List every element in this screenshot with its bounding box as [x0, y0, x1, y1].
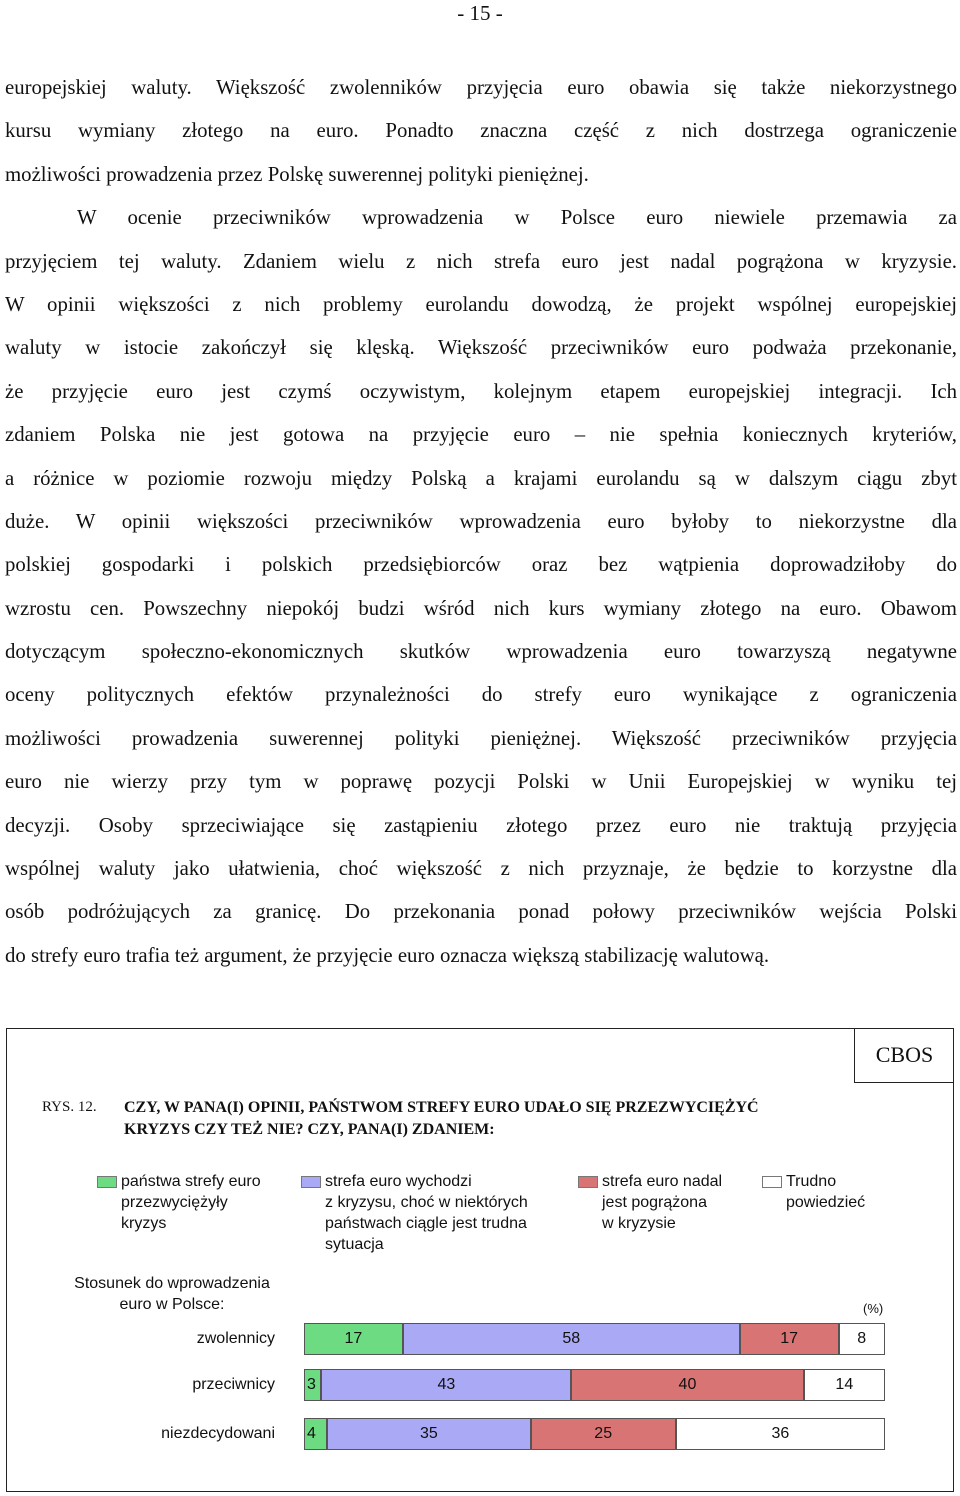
bar-segment	[740, 1323, 839, 1355]
bar-value-label: 25	[594, 1425, 613, 1442]
question-line-1: CZY, W PANA(I) OPINII, PAŃSTWOM STREFY EURO UDAŁO SIĘ PRZEZWYCIĘŻYĆ	[124, 1099, 759, 1116]
category-label: niezdecydowani	[161, 1425, 275, 1442]
text-line: możliwości prowadzenia przez Polskę suwerennej polityki pieniężnej.	[5, 162, 589, 186]
rows-header-line-1: Stosunek do wprowadzenia	[74, 1275, 270, 1292]
text-line: dotyczącym społeczno-ekonomicznych skutków wprowadzenia euro towarzyszą negatywne	[5, 640, 957, 664]
bar-segment	[571, 1369, 803, 1401]
text-line: zdaniem Polska nie jest gotowa na przyjęcie euro – nie spełnia koniecznych kryteriów,	[5, 423, 957, 447]
bar-segment	[676, 1418, 885, 1450]
legend-label-line: w kryzysie	[602, 1215, 676, 1232]
category-label: zwolennicy	[196, 1330, 275, 1347]
text-line: euro nie wierzy przy tym w poprawę pozycji Polski w Unii Europejskiej w wyniku tej	[5, 770, 957, 794]
legend-label-line: Trudno	[786, 1173, 837, 1190]
bar-segment	[839, 1323, 885, 1355]
bar-value-label: 3	[307, 1376, 316, 1393]
text-line: możliwości prowadzenia suwerennej polityki pieniężnej. Większość przeciwników przyjęcia	[5, 726, 957, 750]
bar-segment	[304, 1418, 327, 1450]
legend-label-line: strefa euro wychodzi	[325, 1173, 472, 1190]
unit-label: (%)	[863, 1301, 884, 1316]
bar-segment	[321, 1369, 571, 1401]
bar-segment	[403, 1323, 740, 1355]
bar-value-label: 58	[562, 1330, 581, 1347]
legend-label-line: jest pogrążona	[602, 1194, 707, 1211]
text-line: duże. W opinii większości przeciwników wprowadzenia euro byłoby to niekorzystne dla	[5, 509, 957, 533]
legend-label-line: z kryzysu, choć w niektórych	[325, 1194, 528, 1211]
text-line: W ocenie przeciwników wprowadzenia w Polsce euro niewiele przemawia za	[77, 206, 957, 230]
text-line: kursu wymiany złotego na euro. Ponadto znaczna część z nich dostrzega ograniczenie	[5, 119, 957, 143]
bar-value-label: 8	[857, 1330, 867, 1347]
legend-label-line: kryzys	[121, 1215, 167, 1232]
legend-label-line: strefa euro nadal	[602, 1173, 723, 1190]
text-line: wzrostu cen. Powszechny niepokój budzi wśród nich kurs wymiany złotego na euro. Obawom	[5, 596, 957, 620]
text-line: oceny politycznych efektów przynależności do strefy euro wynikające z ograniczenia	[5, 683, 957, 707]
text-line: decyzji. Osoby sprzeciwiające się zastąpieniu złotego przez euro nie traktują przyjęcia	[5, 813, 957, 837]
text-line: że przyjęcie euro jest czymś oczywistym, kolejnym etapem europejskiej integracji. Ich	[5, 379, 957, 403]
bar-value-label: 17	[780, 1330, 799, 1347]
bar-value-label: 36	[771, 1425, 790, 1442]
bar-segment	[804, 1369, 885, 1401]
bar-segment	[531, 1418, 676, 1450]
page-number: - 15 -	[457, 1, 503, 25]
category-label: przeciwnicy	[192, 1376, 275, 1393]
rows-header-line-2: euro w Polsce:	[119, 1296, 225, 1313]
legend-label-line: przezwyciężyły	[121, 1194, 228, 1211]
text-line: a różnice w poziomie rozwoju między Polską a krajami eurolandu są w dalszym ciągu zbyt	[5, 466, 957, 490]
bar-value-label: 43	[437, 1376, 456, 1393]
bar-value-label: 14	[835, 1376, 854, 1393]
text-line: polskiej gospodarki i polskich przedsiębiorców oraz bez wątpienia doprowadziłoby do	[5, 553, 957, 577]
text-line: przyjęciem tej waluty. Zdaniem wielu z nich strefa euro jest nadal pogrążona w kryzysie.	[5, 249, 957, 273]
bar-value-label: 4	[307, 1425, 316, 1442]
bar-value-label: 40	[678, 1376, 697, 1393]
source-label: CBOS	[854, 1029, 954, 1083]
legend-label-line: państwach ciągle jest trudna	[325, 1215, 527, 1232]
bar-value-label: 17	[344, 1330, 363, 1347]
stacked-bar-chart	[7, 1029, 955, 1493]
text-line: osób podróżujących za granicę. Do przekonania ponad połowy przeciwników wejścia Polski	[5, 900, 957, 924]
text-line: do strefy euro trafia też argument, że przyjęcie euro oznacza większą stabilizację walutową.	[5, 943, 770, 967]
figure-number: RYS. 12.	[42, 1099, 97, 1115]
legend-label-line: sytuacja	[325, 1236, 384, 1253]
text-line: W opinii większości z nich problemy eurolandu dowodzą, że projekt wspólnej europejskiej	[5, 292, 957, 316]
bar-segment	[327, 1418, 530, 1450]
text-line: europejskiej waluty. Większość zwolenników przyjęcia euro obawia się także niekorzystnego	[5, 76, 957, 99]
bar-value-label: 35	[420, 1425, 438, 1442]
body-text	[5, 66, 957, 977]
bar-segment	[304, 1323, 403, 1355]
legend-label-line: powiedzieć	[786, 1194, 866, 1211]
text-line: waluty w istocie zakończył się klęską. Większość przeciwników euro podważa przekonanie,	[5, 336, 957, 360]
text-line: wspólnej waluty jako ułatwienia, choć większość z nich przyznaje, że będzie to korzystne dla	[5, 857, 957, 881]
bar-segment	[304, 1369, 321, 1401]
question-line-2: KRYZYS CZY TEŻ NIE? CZY, PANA(I) ZDANIEM:	[124, 1121, 495, 1138]
figure-box	[6, 1028, 954, 1492]
legend-label-line: państwa strefy euro	[121, 1173, 261, 1190]
